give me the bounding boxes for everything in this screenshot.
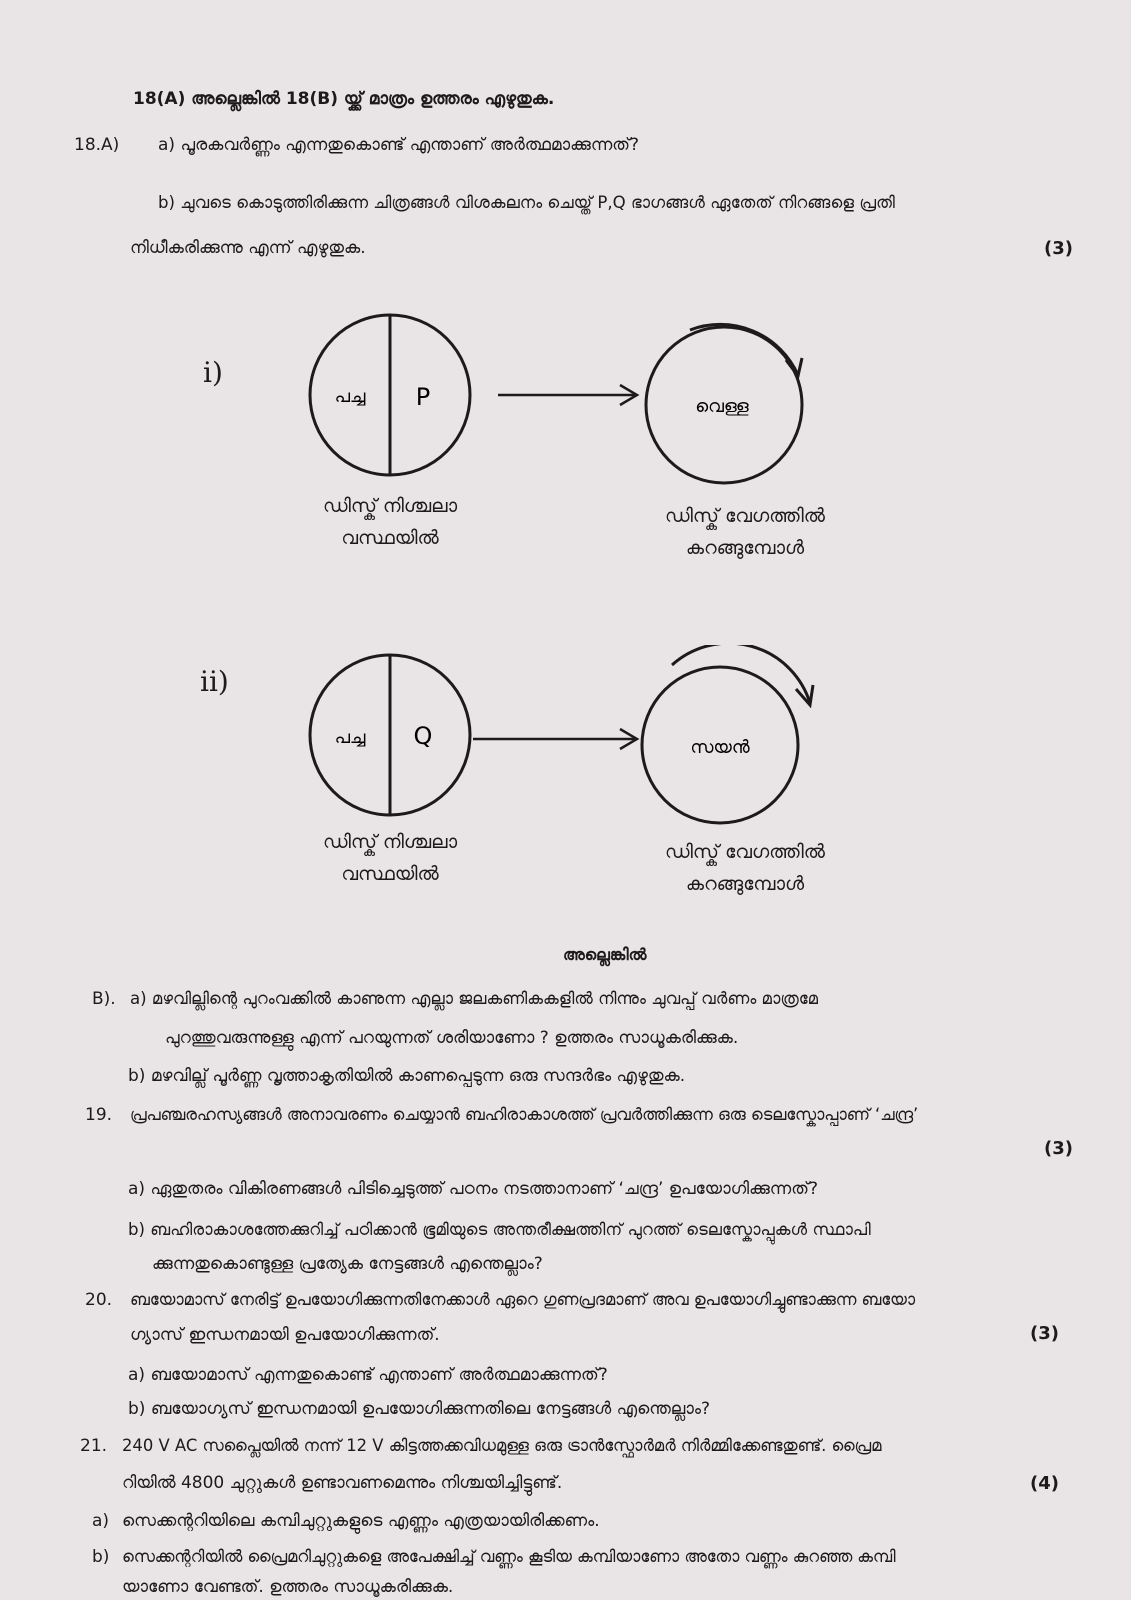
q20-a: a) ബയോമാസ് എന്നതുകൊണ്ട് എന്താണ് അർത്ഥമാക്കുന്നത്? (128, 1365, 608, 1385)
q20-marks: (3) (1030, 1323, 1059, 1344)
figure-1-spin-caption (615, 500, 875, 564)
q18b-b: b) മഴവില്ല് പൂർണ്ണ വൃത്താകൃതിയിൽ കാണപ്പെടുന്ന ഒരു സന്ദർഭം എഴുതുക. (128, 1066, 686, 1086)
q19-a: a) ഏതുതരം വികിരണങ്ങൾ പിടിച്ചെടുത്ത് പഠനം നടത്താനാണ് ‘ചന്ദ്ര’ ഉപയോഗിക്കുന്നത്? (128, 1179, 818, 1199)
q21-a-label: a) (92, 1511, 110, 1531)
disk-1-green-label: പച്ച (334, 386, 366, 407)
caption-line: ഡിസ്ക് നിശ്ചലാ (322, 495, 458, 517)
arrow-right-icon (473, 729, 637, 749)
figure-2-label: ii) (200, 665, 229, 698)
figure-2-spin-caption (615, 836, 875, 900)
q19-b-line1: b) ബഹിരാകാശത്തേക്കുറിച്ച് പഠിക്കാൻ ഭൂമിയുടെ അന്തരീക്ഷത്തിന് പുറത്ത് ടെലസ്കോപ്പുകൾ സ്ഥാപി (128, 1220, 871, 1239)
q19-stem: പ്രപഞ്ചരഹസ്യങ്ങൾ അനാവരണം ചെയ്യാൻ ബഹിരാകാശത്ത് പ്രവർത്തിക്കുന്ന ഒരു ടെലസ്കോപ്പാണ് ‘ചന്ദ്ര’ (130, 1105, 919, 1124)
disk-spinning-1 (646, 324, 802, 483)
q21-b-label: b) (92, 1547, 110, 1567)
q21-stem-line2: റിയിൽ 4800 ചുറ്റുകൾ ഉണ്ടാവണമെന്നും നിശ്ചയിച്ചിട്ടുണ്ട്. (122, 1473, 563, 1493)
arrow-right-icon (498, 385, 637, 405)
q19-b-line2: ക്കുന്നതുകൊണ്ടുള്ള പ്രത്യേക നേട്ടങ്ങൾ എന്തെല്ലാം? (152, 1254, 543, 1274)
q18-marks: (3) (1044, 238, 1073, 259)
q20-stem-line2: ഗ്യാസ് ഇന്ധനമായി ഉപയോഗിക്കുന്നത്. (130, 1325, 440, 1345)
q21-b-line1: സെക്കന്ററിയിൽ പ്രൈമറിചുറ്റുകളെ അപേക്ഷിച്ച് വണ്ണം കൂടിയ കമ്പിയാണോ അതോ വണ്ണം കുറഞ്ഞ കമ്പി (122, 1547, 896, 1566)
figure-2-still-caption (270, 826, 510, 890)
q19-number: 19. (85, 1105, 113, 1125)
q21-a: സെക്കന്ററിയിലെ കമ്പിചുറ്റുകളുടെ എണ്ണം എത്രയായിരിക്കണം. (122, 1511, 600, 1531)
disk-2-result-label: സയൻ (690, 737, 750, 758)
q18b-a-line2: പുറത്തുവരുന്നുള്ളു എന്ന് പറയുന്നത് ശരിയാണോ ? ഉത്തരം സാധൂകരിക്കുക. (165, 1028, 739, 1048)
q21-stem-line1: 240 V AC സപ്ലൈയിൽ നന്ന് 12 V കിട്ടത്തക്കവിധമുള്ള ഒരു ട്രാൻസ്ഫോർമർ നിർമ്മിക്കേണ്ടതുണ്ട്. പ്രൈമ (122, 1436, 882, 1455)
q18-number: 18.A) (74, 135, 120, 155)
q20-b: b) ബയോഗ്യസ് ഇന്ധനമായി ഉപയോഗിക്കുന്നതിലെ നേട്ടങ്ങൾ എന്തെല്ലാം? (128, 1399, 711, 1419)
caption-line: കറങ്ങുമ്പോൾ (685, 873, 805, 895)
q18-b-line1: b) ചുവടെ കൊടുത്തിരിക്കുന്ന ചിത്രങ്ങൾ വിശകലനം ചെയ്ത് P,Q ഭാഗങ്ങൾ ഏതേത് നിറങ്ങളെ പ്രതി (158, 193, 895, 212)
or-divider: അല്ലെങ്കിൽ (563, 945, 647, 964)
caption-line: ഡിസ്ക് വേഗത്തിൽ (665, 841, 825, 863)
disk-spinning-2 (642, 645, 813, 823)
rotation-arrow-icon (672, 645, 810, 703)
disk-1-p-label: P (415, 383, 431, 411)
q18b-a-line1: a) മഴവില്ലിന്റെ പുറംവക്കിൽ കാണുന്ന എല്ലാ ജലകണികകളിൽ നിന്നും ചുവപ്പ് വർണം മാത്രമേ (130, 989, 819, 1008)
q21-marks: (4) (1030, 1473, 1059, 1494)
caption-line: ഡിസ്ക് നിശ്ചലാ (322, 831, 458, 853)
q21-b-line2: യാണോ വേണ്ടത്. ഉത്തരം സാധൂകരിക്കുക. (122, 1577, 454, 1597)
q21-number: 21. (80, 1436, 108, 1456)
q18-b-line2: നിധീകരിക്കുന്നു എന്ന് എഴുതുക. (130, 238, 366, 258)
disk-2-green-label: പച്ച (334, 727, 366, 748)
disk-still-1 (310, 315, 470, 475)
disk-2-q-label: Q (413, 722, 433, 750)
caption-line: കറങ്ങുമ്പോൾ (685, 537, 805, 559)
caption-line: വസ്ഥയിൽ (341, 863, 439, 885)
q18-a: a) പൂരകവർണ്ണം എന്നതുകൊണ്ട് എന്താണ് അർത്ഥമാക്കുന്നത്? (158, 135, 640, 155)
figure-1-label: i) (203, 356, 223, 389)
q19-marks: (3) (1044, 1138, 1073, 1159)
figure-1-diagram (290, 310, 830, 490)
q20-stem-line1: ബയോമാസ് നേരിട്ട് ഉപയോഗിക്കുന്നതിനേക്കാൾ ഏറെ ഗുണപ്രദമാണ് അവ ഉപയോഗിച്ചുണ്ടാക്കുന്ന ബയോ (130, 1290, 916, 1309)
disk-still-2 (310, 655, 470, 815)
rotation-arrow-icon (690, 324, 798, 375)
caption-line: വസ്ഥയിൽ (341, 527, 439, 549)
figure-1-still-caption (270, 490, 510, 554)
figure-2-diagram (290, 645, 830, 825)
caption-line: ഡിസ്ക് വേഗത്തിൽ (665, 505, 825, 527)
q18b-label: B). (92, 989, 116, 1009)
disk-1-result-label: വെള്ള (695, 396, 749, 417)
q20-number: 20. (85, 1290, 113, 1310)
instruction: 18(A) അല്ലെങ്കിൽ 18(B) യ്ക്ക് മാത്രം ഉത്തരം എഴുതുക. (133, 89, 555, 109)
